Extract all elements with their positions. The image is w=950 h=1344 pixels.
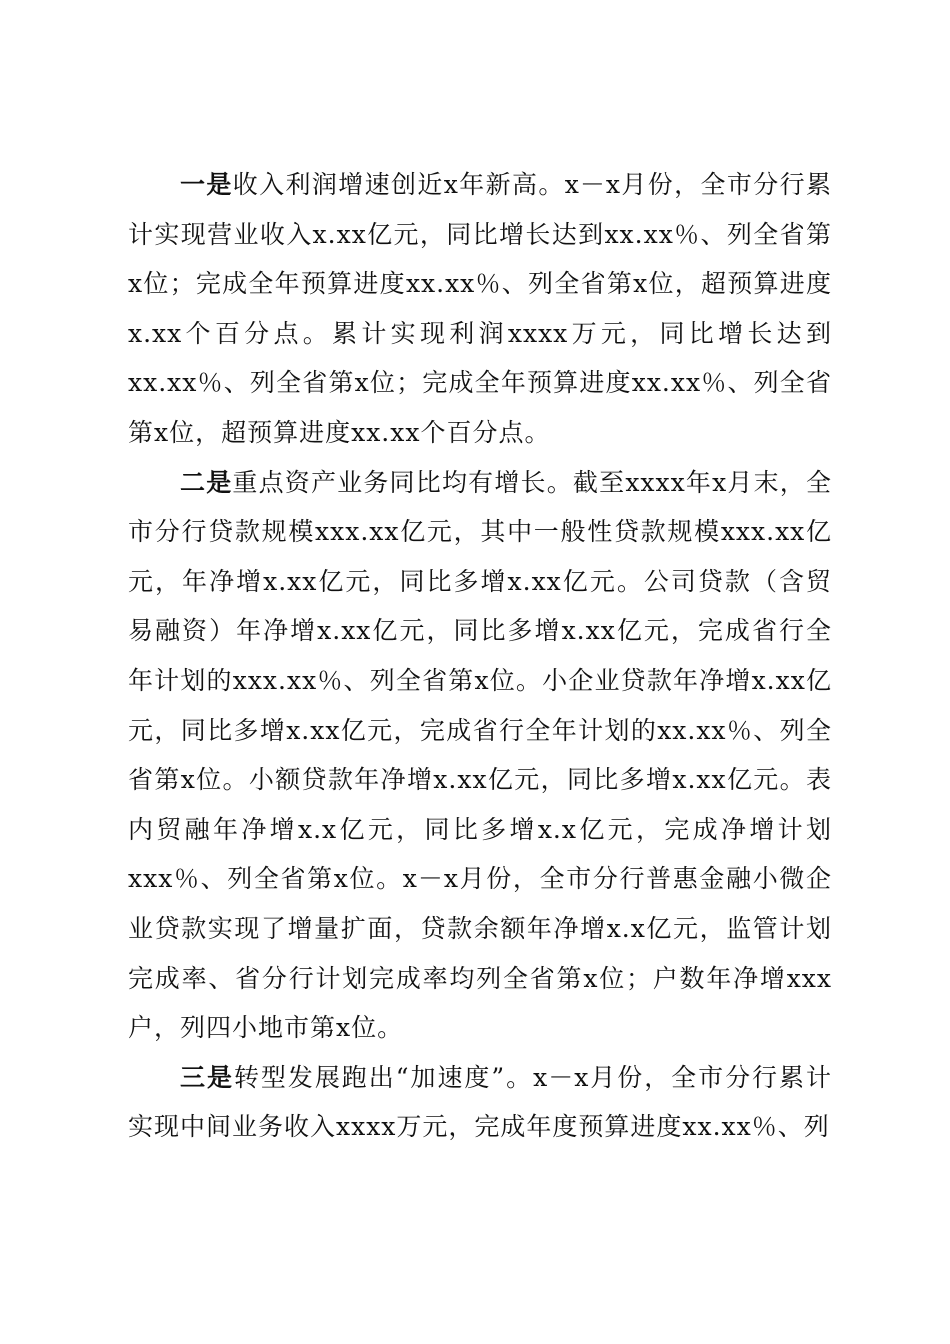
paragraph-income-profit [128, 160, 832, 458]
paragraph-asset-business [128, 458, 832, 1053]
paragraph-text: 重点资产业务同比均有增长。截至xxxx年x月末，全市分行贷款规模xxx.xx亿元，其中一般性贷款规模xxx.xx亿元，年净增x.xx亿元，同比多增x.xx亿元。公司贷款（含贸易融资）年净增x.xx亿元，同比多增x.xx亿元，完成省行全年计划的xxx.xx％、列全省第x位。小企业贷款年净增x.xx亿元，同比多增x.xx亿元，完成省行全年计划的xx.xx％、列全省第x位。小额贷款年净增x.xx亿元，同比多增x.xx亿元。表内贸融年净增x.x亿元，同比多增x.x亿元，完成净增计划xxx％、列全省第x位。x－x月份，全市分行普惠金融小微企业贷款实现了增量扩面，贷款余额年净增x.x亿元，监管计划完成率、省分行计划完成率均列全省第x位；户数年净增xxx户，列四小地市第x位。 [128, 467, 832, 1043]
paragraph-transformation [128, 1053, 832, 1152]
paragraph-lead: 一是 [180, 170, 233, 199]
document-body [128, 160, 832, 1152]
paragraph-text: 转型发展跑出“加速度”。x－x月份，全市分行累计实现中间业务收入xxxx万元，完成年度预算进度xx.xx％、列 [128, 1062, 832, 1142]
paragraph-text: 收入利润增速创近x年新高。x－x月份，全市分行累计实现营业收入x.xx亿元，同比增长达到xx.xx％、列全省第x位；完成全年预算进度xx.xx％、列全省第x位，超预算进度x.xx个百分点。累计实现利润xxxx万元，同比增长达到xx.xx％、列全省第x位；完成全年预算进度xx.xx％、列全省第x位，超预算进度xx.xx个百分点。 [128, 170, 832, 447]
paragraph-lead: 二是 [180, 467, 233, 497]
paragraph-lead: 三是 [180, 1062, 234, 1092]
